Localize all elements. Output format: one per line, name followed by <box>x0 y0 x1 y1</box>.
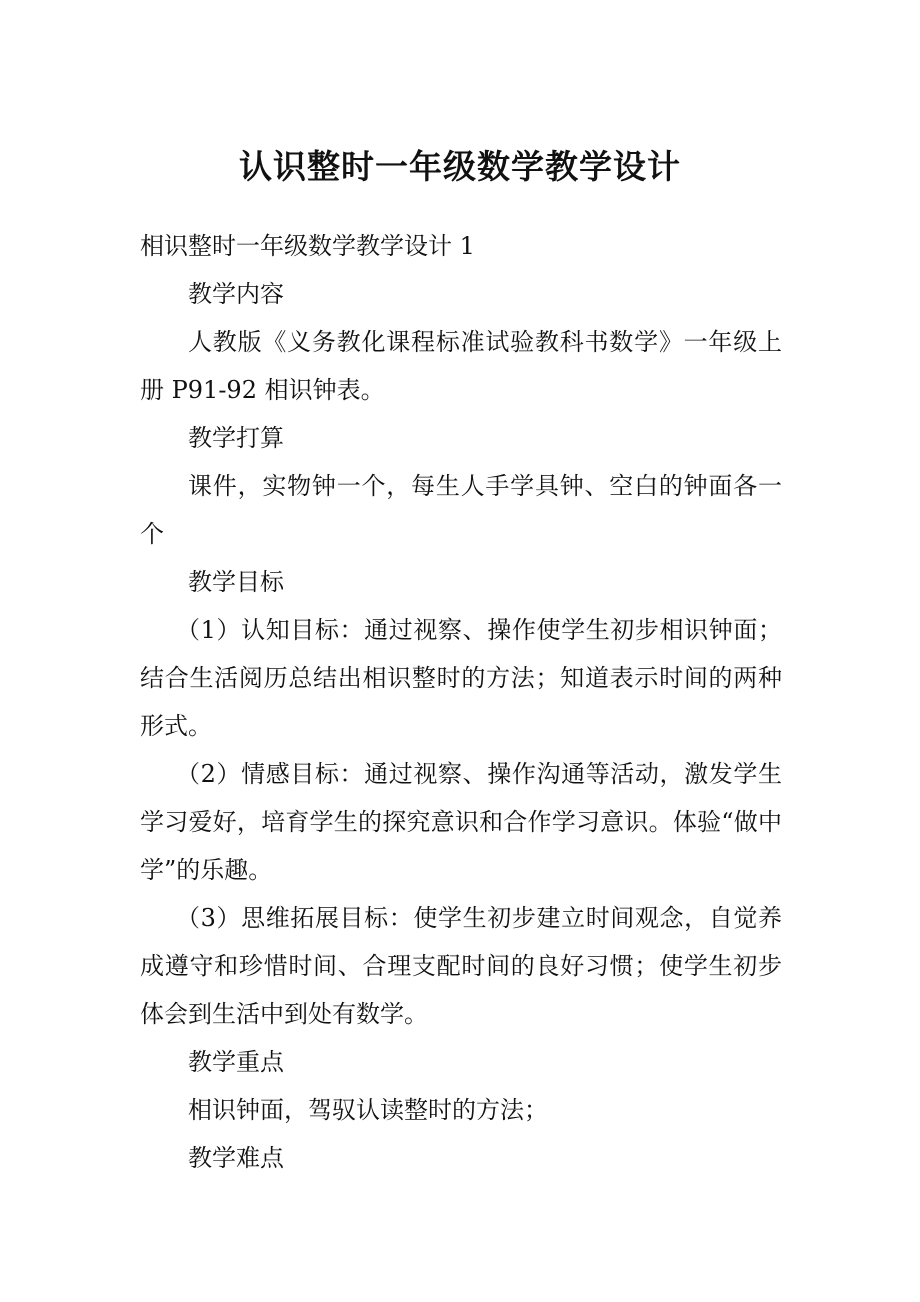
goal-cognitive: （1）认知目标：通过视察、操作使学生初步相识钟面；结合生活阅历总结出相识整时的方法；知道表示时间的两种形式。 <box>140 616 782 740</box>
goal-emotional: （2）情感目标：通过视察、操作沟通等活动，激发学生学习爱好，培育学生的探究意识和合作学习意识。体验“做中学”的乐趣。 <box>140 760 782 884</box>
heading-teaching-preparation: 教学打算 <box>188 424 284 452</box>
paragraph-teaching-preparation: 课件，实物钟一个，每生人手学具钟、空白的钟面各一个 <box>140 472 782 548</box>
goal-thinking: （3）思维拓展目标：使学生初步建立时间观念，自觉养成遵守和珍惜时间、合理支配时间的良好习惯；使学生初步体会到生活中到处有数学。 <box>140 904 782 1028</box>
heading-teaching-content: 教学内容 <box>188 280 284 308</box>
heading-teaching-goals: 教学目标 <box>188 568 284 596</box>
document-title: 认识整时一年级数学教学设计 <box>239 147 681 186</box>
paragraph-key-point: 相识钟面，驾驭认读整时的方法； <box>188 1096 548 1124</box>
heading-key-point: 教学重点 <box>188 1048 284 1076</box>
section-subtitle: 相识整时一年级数学教学设计 1 <box>140 232 475 260</box>
document-body <box>140 222 782 1182</box>
heading-difficulty: 教学难点 <box>188 1144 284 1172</box>
paragraph-teaching-content: 人教版《义务教化课程标准试验教科书数学》一年级上册 P91-92 相识钟表。 <box>140 328 782 404</box>
